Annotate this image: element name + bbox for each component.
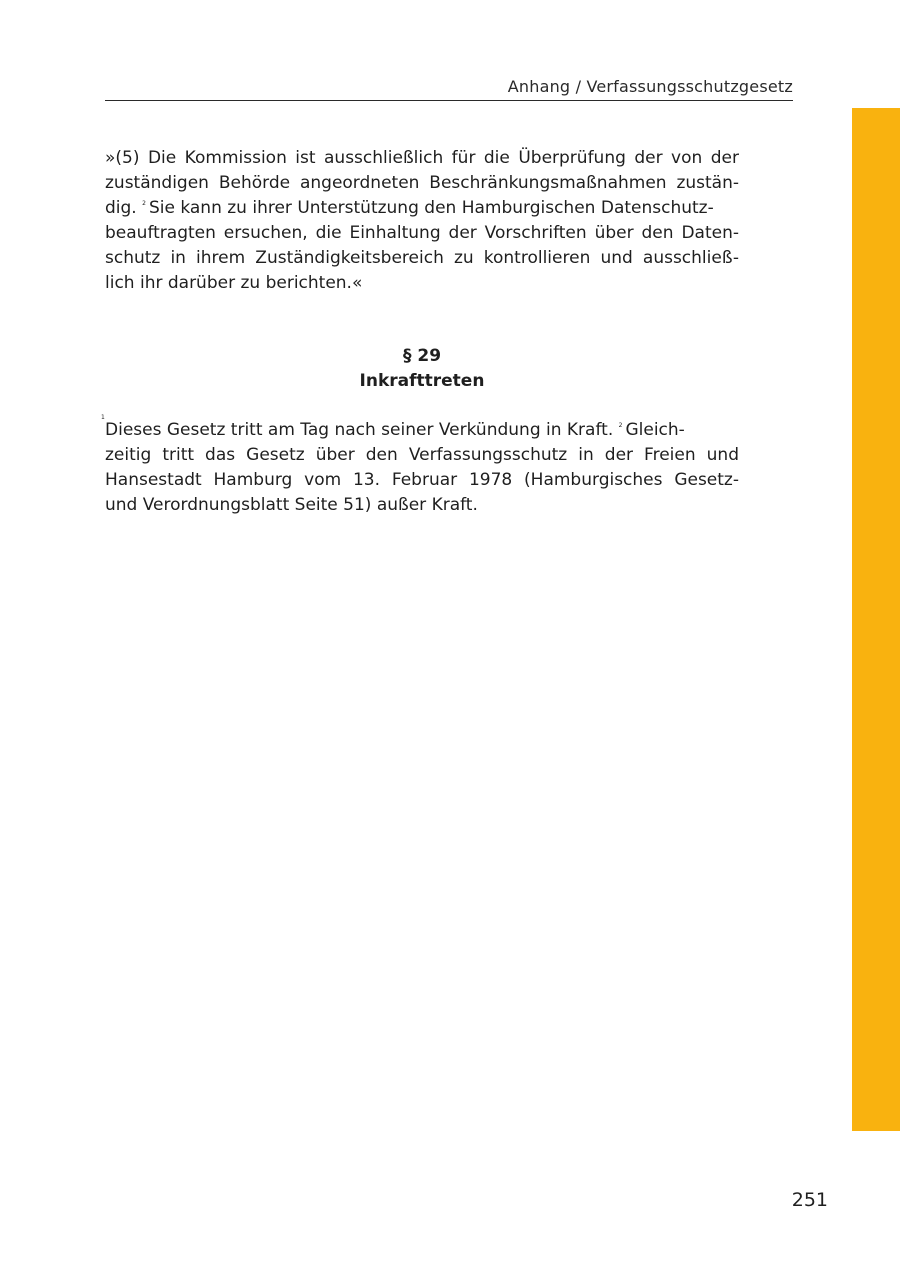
paragraph-line: beauftragten ersuchen, die Einhaltung der Vorschriften über den Daten-: [105, 223, 739, 243]
sentence-marker: 2: [618, 422, 623, 429]
running-title: Anhang / Verfassungsschutzgesetz: [507, 77, 793, 96]
paragraph-line: Hansestadt Hamburg vom 13. Februar 1978 (Hamburgisches Gesetz-: [105, 470, 739, 490]
paragraph-line-text: Dieses Gesetz tritt am Tag nach seiner Verkündung in Kraft.: [105, 420, 614, 440]
paragraph-line: [105, 196, 739, 221]
chapter-thumb-tab: [852, 108, 900, 1131]
paragraph-line: zuständigen Behörde angeordneten Beschränkungsmaßnahmen zustän-: [105, 173, 739, 193]
section-title: Inkrafttreten: [359, 371, 485, 391]
paragraph-line-text: Gleich-: [625, 420, 685, 440]
paragraph-line: und Verordnungsblatt Seite 51) außer Kraft.: [105, 495, 478, 515]
section-29-text: [101, 414, 739, 518]
paragraph-line-text: dig.: [105, 198, 137, 218]
paragraph-line: 1 Dieses Gesetz tritt am Tag nach seiner Verkündung in Kraft. $^2$ Gleich-: [101, 414, 685, 440]
paragraph-line-text: Sie kann zu ihrer Unterstützung den Hamburgischen Datenschutz-: [148, 198, 714, 218]
section-number: § 29: [402, 346, 442, 366]
paragraph-line: »(5) Die Kommission ist ausschließlich für die Überprüfung der von der: [105, 148, 739, 168]
paragraph-line: lich ihr darüber zu berichten.«: [105, 273, 363, 293]
paragraph-5: [105, 146, 739, 296]
page-number: 251: [791, 1189, 828, 1211]
paragraph-line: zeitig tritt das Gesetz über den Verfassungsschutz in der Freien und: [105, 445, 739, 465]
running-header: [105, 76, 793, 101]
paragraph-line: schutz in ihrem Zuständigkeitsbereich zu kontrollieren und ausschließ-: [105, 248, 739, 268]
sentence-marker: 2: [142, 200, 146, 207]
